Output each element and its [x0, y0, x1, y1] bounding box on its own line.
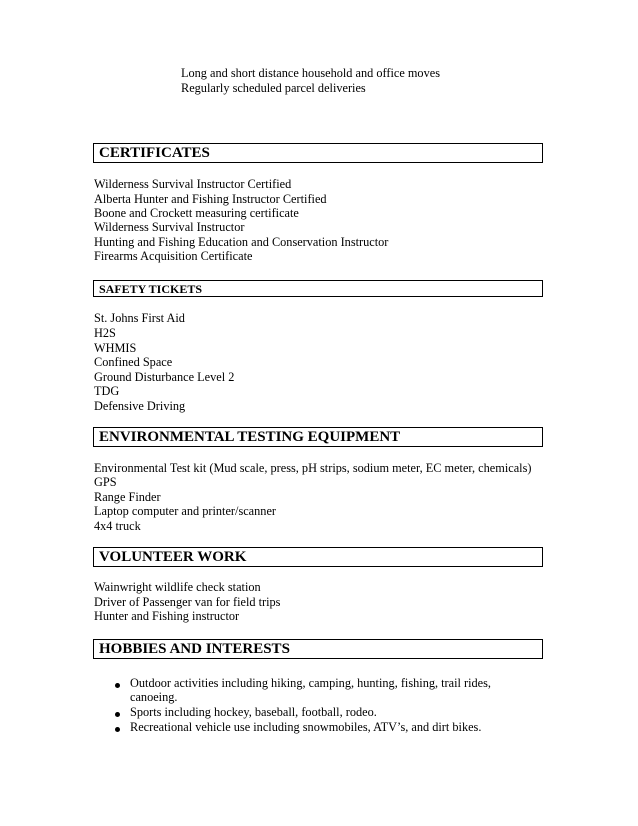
certificate-item: Wilderness Survival Instructor Certified	[94, 177, 292, 191]
equipment-item: Laptop computer and printer/scanner	[94, 504, 276, 518]
safety-tickets-title: SAFETY TICKETS	[99, 282, 203, 296]
certificates-title: CERTIFICATES	[99, 145, 210, 161]
equipment-item: Environmental Test kit (Mud scale, press, pH strips, sodium meter, EC meter, chemicals)	[94, 461, 532, 475]
environmental-title: ENVIRONMENTAL TESTING EQUIPMENT	[99, 429, 401, 445]
certificate-item: Hunting and Fishing Education and Conservation Instructor	[94, 235, 389, 249]
equipment-item: Range Finder	[94, 490, 161, 504]
safety-ticket-item: H2S	[94, 326, 116, 340]
bullet-icon	[115, 727, 120, 732]
certificate-item: Alberta Hunter and Fishing Instructor Certified	[94, 192, 327, 206]
bullet-icon	[115, 712, 120, 717]
volunteer-header	[93, 547, 543, 567]
equipment-item: 4x4 truck	[94, 519, 141, 533]
volunteer-item: Driver of Passenger van for field trips	[94, 595, 281, 609]
hobbies-title: HOBBIES AND INTERESTS	[99, 641, 290, 657]
hobby-item-line1: Recreational vehicle use including snowmobiles, ATV’s, and dirt bikes.	[130, 720, 482, 734]
hobby-item-line2: canoeing.	[130, 690, 178, 704]
safety-ticket-item: WHMIS	[94, 341, 137, 355]
safety-ticket-item: Ground Disturbance Level 2	[94, 370, 235, 384]
safety-ticket-item: St. Johns First Aid	[94, 311, 185, 325]
volunteer-item: Wainwright wildlife check station	[94, 580, 261, 594]
safety-ticket-item: Confined Space	[94, 355, 173, 369]
safety-ticket-item: TDG	[94, 384, 120, 398]
top-line-2: Regularly scheduled parcel deliveries	[181, 81, 366, 95]
hobby-item-line1: Outdoor activities including hiking, camping, hunting, fishing, trail rides,	[130, 676, 491, 690]
certificates-header	[93, 143, 543, 163]
certificate-item: Boone and Crockett measuring certificate	[94, 206, 299, 220]
volunteer-title: VOLUNTEER WORK	[99, 549, 247, 565]
certificate-item: Wilderness Survival Instructor	[94, 220, 245, 234]
certificate-item: Firearms Acquisition Certificate	[94, 249, 253, 263]
environmental-header	[93, 427, 543, 447]
safety-tickets-header	[93, 280, 543, 297]
bullet-icon	[115, 683, 120, 688]
volunteer-item: Hunter and Fishing instructor	[94, 609, 240, 623]
hobby-item-line1: Sports including hockey, baseball, football, rodeo.	[130, 705, 377, 719]
equipment-item: GPS	[94, 475, 117, 489]
top-line-1: Long and short distance household and office moves	[181, 66, 440, 80]
safety-ticket-item: Defensive Driving	[94, 399, 186, 413]
hobbies-header	[93, 639, 543, 659]
